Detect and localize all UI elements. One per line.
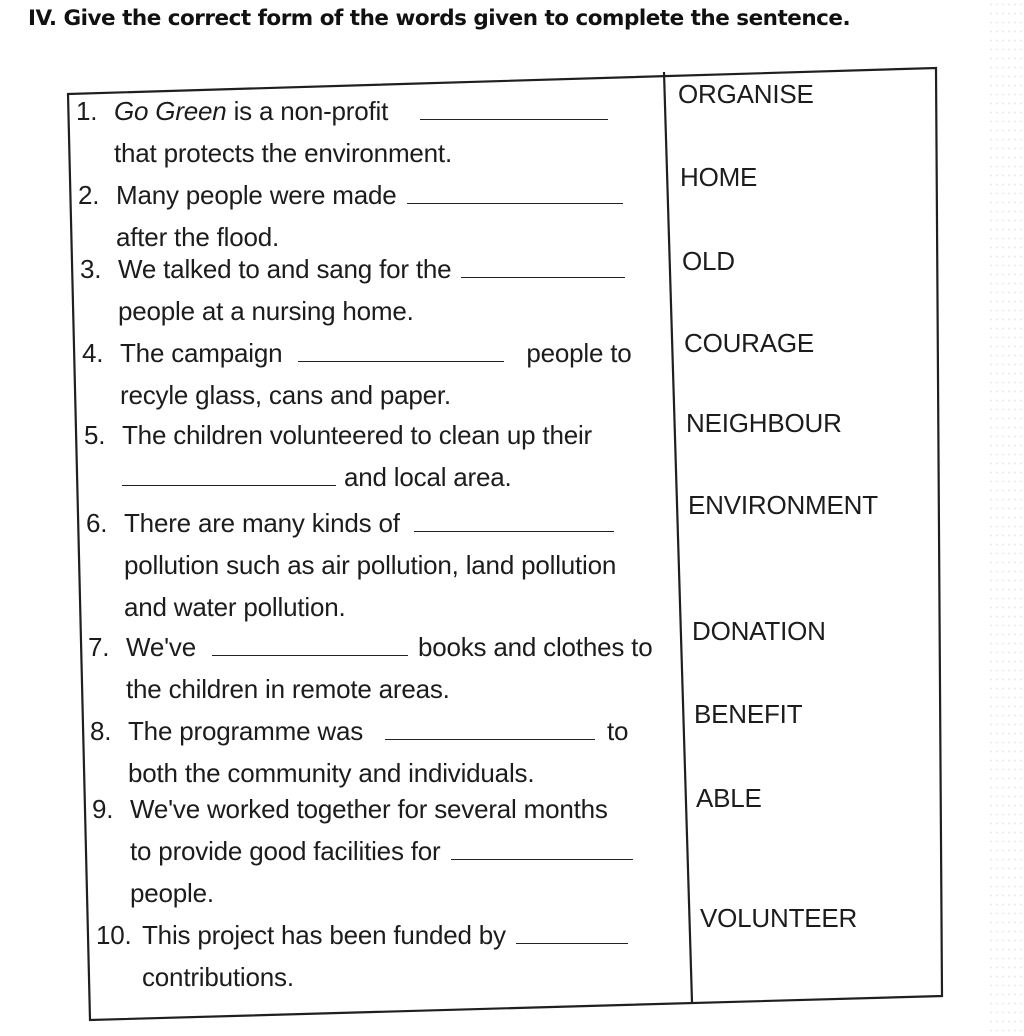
question-text-continued: that protects the environment. bbox=[114, 138, 452, 168]
question-text: to provide good facilities for bbox=[130, 836, 441, 866]
question-number: 5. bbox=[84, 420, 106, 450]
question-text-continued: recyle glass, cans and paper. bbox=[120, 380, 451, 410]
question-text: We've bbox=[126, 632, 196, 662]
question-text-continued: after the flood. bbox=[116, 222, 280, 252]
question-text-continued: people. bbox=[130, 878, 214, 908]
question-text: Go Green bbox=[114, 96, 227, 126]
word-cue-5: NEIGHBOUR bbox=[686, 408, 842, 438]
question-text: Many people were made bbox=[116, 180, 397, 210]
answer-blank[interactable] bbox=[414, 509, 614, 532]
question-number: 8. bbox=[90, 716, 112, 746]
question-text-continued: and water pollution. bbox=[124, 592, 346, 622]
word-cue-7: DONATION bbox=[692, 616, 826, 646]
question-text: and local area. bbox=[344, 462, 512, 492]
question-text-continued bbox=[84, 456, 684, 498]
question-text: is a non-profit bbox=[233, 96, 389, 126]
question-number: 2. bbox=[78, 180, 100, 210]
question-text: The campaign bbox=[120, 338, 283, 368]
question-text: We talked to and sang for the bbox=[118, 254, 452, 284]
question-text-continued bbox=[92, 830, 692, 872]
question-10 bbox=[96, 914, 696, 998]
question-4 bbox=[82, 332, 682, 416]
word-cue-3: OLD bbox=[682, 246, 735, 276]
question-text: people to bbox=[526, 338, 632, 368]
answer-blank[interactable] bbox=[461, 255, 625, 278]
question-9 bbox=[92, 788, 692, 914]
question-number: 7. bbox=[88, 632, 110, 662]
answer-blank[interactable] bbox=[298, 339, 504, 362]
question-number: 4. bbox=[82, 338, 104, 368]
question-5 bbox=[84, 414, 684, 498]
question-text: The programme was bbox=[128, 716, 364, 746]
question-text-continued: contributions. bbox=[142, 962, 294, 992]
question-1 bbox=[76, 90, 676, 174]
word-cue-1: ORGANISE bbox=[678, 79, 814, 109]
question-text-continued: both the community and individuals. bbox=[128, 758, 535, 788]
question-number: 3. bbox=[80, 254, 102, 284]
answer-blank[interactable] bbox=[407, 181, 623, 204]
answer-blank[interactable] bbox=[451, 837, 633, 860]
question-text: This project has been funded by bbox=[142, 920, 506, 950]
question-number: 6. bbox=[86, 508, 108, 538]
question-text-continued: people at a nursing home. bbox=[118, 296, 414, 326]
question-7 bbox=[88, 626, 688, 710]
word-cue-10: VOLUNTEER bbox=[700, 903, 858, 933]
question-text: The children volunteered to clean up their bbox=[122, 420, 593, 450]
question-text: We've worked together for several months bbox=[130, 794, 608, 824]
question-text-continued: pollution such as air pollution, land pollution bbox=[124, 550, 617, 580]
answer-blank[interactable] bbox=[212, 633, 408, 656]
question-number: 9. bbox=[92, 794, 114, 824]
question-text: books and clothes to bbox=[417, 632, 653, 662]
question-8 bbox=[90, 710, 690, 794]
answer-blank[interactable] bbox=[420, 97, 608, 120]
question-text: There are many kinds of bbox=[124, 508, 400, 538]
word-cue-4: COURAGE bbox=[684, 328, 815, 358]
question-text: to bbox=[607, 716, 629, 746]
answer-blank[interactable] bbox=[122, 463, 336, 486]
scan-edge-noise bbox=[988, 0, 1024, 1036]
word-cue-8: BENEFIT bbox=[694, 699, 803, 729]
question-number: 1. bbox=[76, 96, 98, 126]
word-cue-6: ENVIRONMENT bbox=[688, 490, 878, 520]
answer-blank[interactable] bbox=[385, 717, 595, 740]
question-number: 10. bbox=[96, 920, 132, 950]
question-6 bbox=[86, 502, 686, 628]
question-text-continued: the children in remote areas. bbox=[126, 674, 450, 704]
word-cue-2: HOME bbox=[680, 162, 758, 192]
word-cue-9: ABLE bbox=[696, 783, 762, 813]
exercise-table bbox=[66, 66, 940, 1022]
answer-blank[interactable] bbox=[516, 921, 628, 944]
exercise-instruction: IV. Give the correct form of the words given to complete the sentence. bbox=[28, 6, 851, 31]
question-3 bbox=[80, 248, 680, 332]
question-2 bbox=[78, 174, 678, 258]
